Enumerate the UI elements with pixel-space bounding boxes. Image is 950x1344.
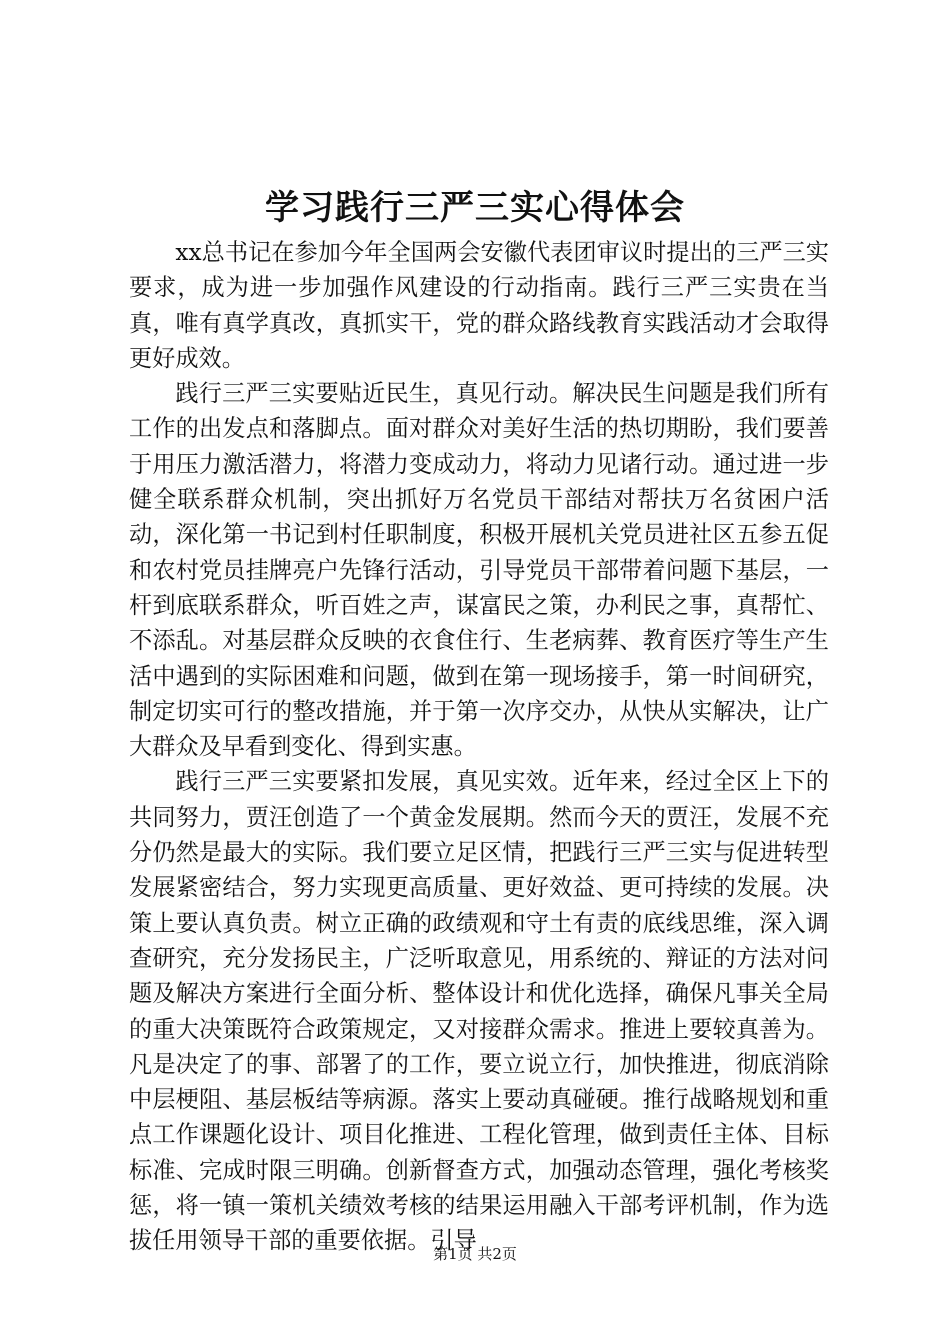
paragraph-3: 践行三严三实要紧扣发展，真见实效。近年来，经过全区上下的共同努力，贾汪创造了一个黄金发展期。然而今天的贾汪，发展不充分仍然是最大的实际。我们要立足区情，把践行三严三实与促进转型发展紧密结合，努力实现更高质量、更好效益、更可持续的发展。决策上要认真负责。树立正确的政绩观和守土有责的底线思维，深入调查研究，充分发扬民主，广泛听取意见，用系统的、辩证的方法对问题及解决方案进行全面分析、整体设计和优化选择，确保凡事关全局的重大决策既符合政策规定，又对接群众需求。推进上要较真善为。凡是决定了的事、部署了的工作，要立说立行，加快推进，彻底消除中层梗阻、基层板结等病源。落实上要动真碰硬。推行战略规划和重点工作课题化设计、项目化推进、工程化管理，做到责任主体、目标标准、完成时限三明确。创新督查方式，加强动态管理，强化考核奖惩，将一镇一策机关绩效考核的结果运用融入干部考评机制，作为选拔任用领导干部的重要依据。引导 — [129, 768, 829, 1255]
page-footer: 第1页 共2页 — [433, 1245, 517, 1263]
document-body — [129, 235, 829, 1259]
paragraph-2: 践行三严三实要贴近民生，真见行动。解决民生问题是我们所有工作的出发点和落脚点。面对群众对美好生活的热切期盼，我们要善于用压力激活潜力，将潜力变成动力，将动力见诸行动。通过进一步健全联系群众机制，突出抓好万名党员干部结对帮扶万名贫困户活动，深化第一书记到村任职制度，积极开展机关党员进社区五参五促和农村党员挂牌亮户先锋行活动，引导党员干部带着问题下基层，一杆到底联系群众，听百姓之声，谋富民之策，办利民之事，真帮忙、不添乱。对基层群众反映的衣食住行、生老病葬、教育医疗等生产生活中遇到的实际困难和问题，做到在第一现场接手，第一时间研究，制定切实可行的整改措施，并于第一次序交办，从快从实解决，让广大群众及早看到变化、得到实惠。 — [129, 380, 829, 761]
document-title: 学习践行三严三实心得体会 — [265, 188, 685, 228]
paragraph-1: xx总书记在参加今年全国两会安徽代表团审议时提出的三严三实要求，成为进一步加强作风建设的行动指南。践行三严三实贵在当真，唯有真学真改，真抓实干，党的群众路线教育实践活动才会取得更好成效。 — [129, 239, 829, 372]
